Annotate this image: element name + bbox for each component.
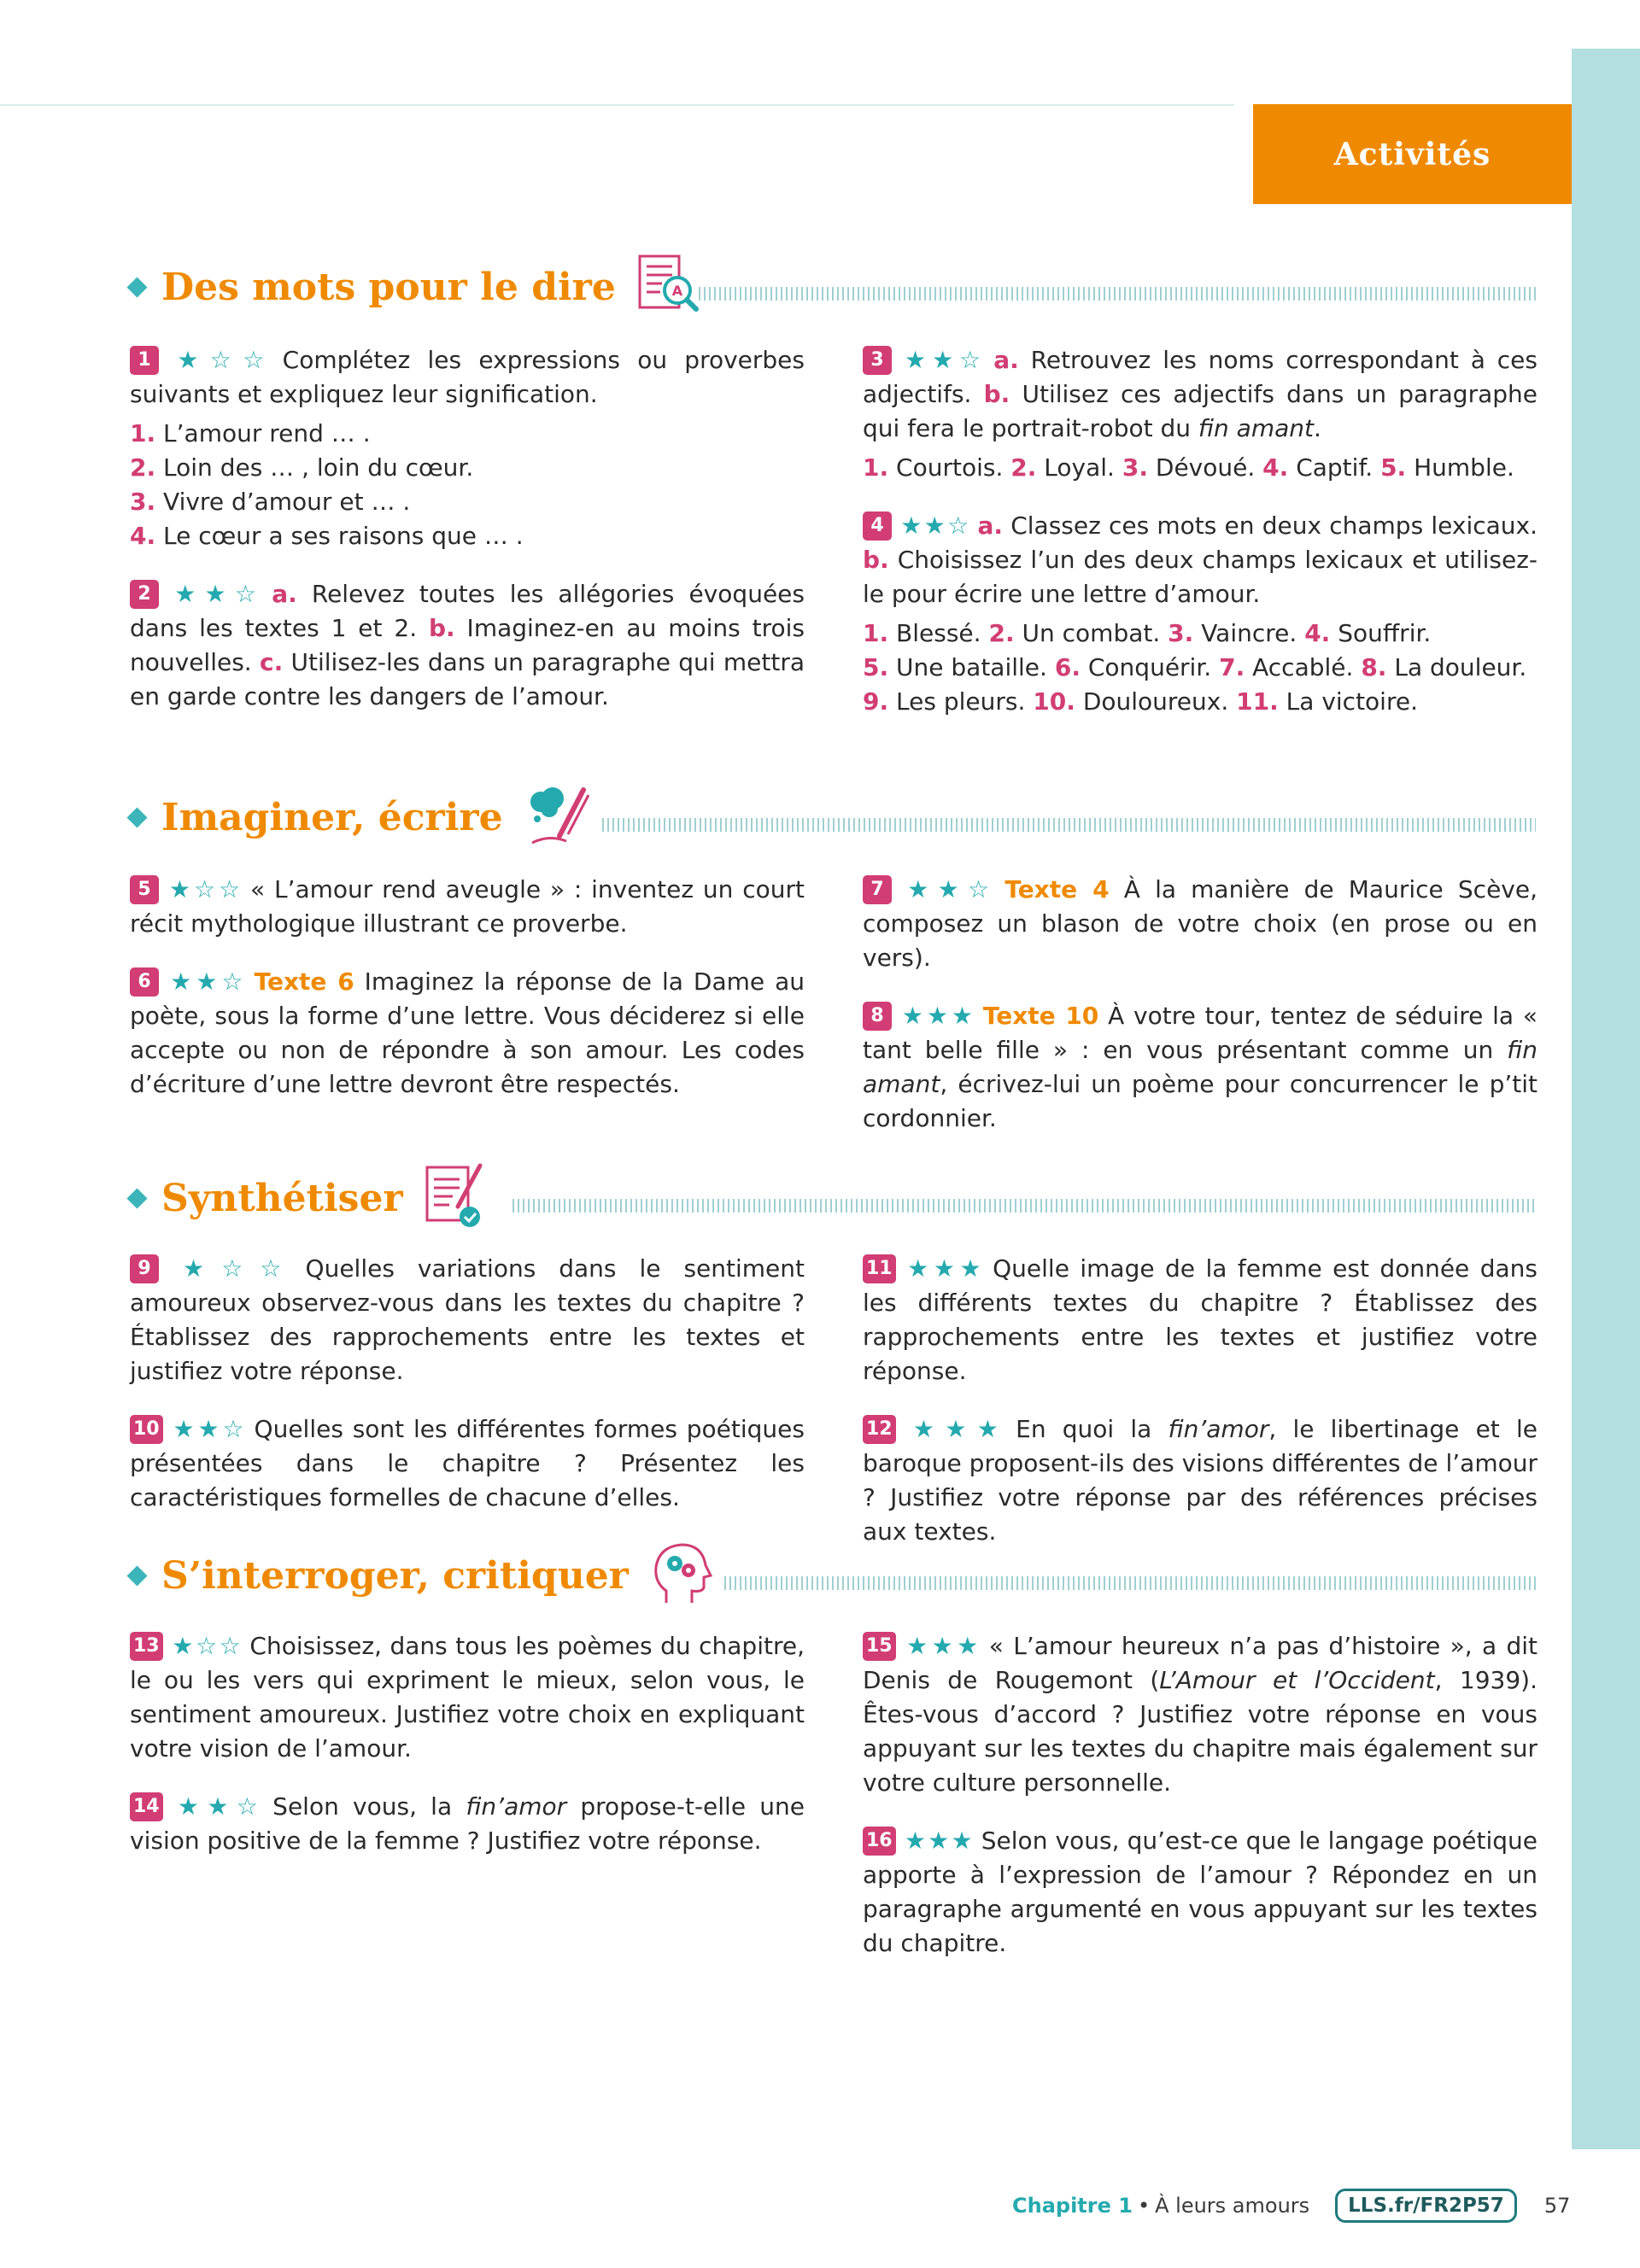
section-title: S’interroger, critiquer	[161, 1553, 629, 1598]
exercise-14	[130, 1790, 805, 1858]
instruction-text: , écrivez-lui un poème pour concurrencer le p’tit cordonnier.	[863, 1070, 1538, 1132]
list-item	[130, 519, 805, 553]
exercise-text	[863, 1252, 1538, 1388]
item-line	[863, 451, 1538, 485]
instruction-text: Quelle image de la femme est donnée dans les différents textes du chapitre ? Établissez des rapprochements entre les textes et justifiez votre réponse.	[863, 1254, 1538, 1385]
section-stripes	[512, 1199, 1536, 1213]
text-reference: Texte 6	[254, 967, 354, 996]
item-number: 2.	[130, 453, 156, 482]
item-text: Humble.	[1414, 453, 1514, 482]
item-number: 6.	[1054, 653, 1081, 681]
instruction-text: Utilisez-les dans un paragraphe qui mettra en garde contre les dangers de l’amour.	[130, 648, 805, 710]
instruction-text: Selon vous, la	[272, 1792, 466, 1821]
exercise-text	[863, 343, 1538, 446]
page-footer	[1012, 2186, 1570, 2225]
chapter-label: Chapitre 1	[1012, 2194, 1133, 2218]
column-left	[130, 1252, 805, 1515]
item-text: Vaincre.	[1201, 619, 1297, 647]
exercise-number-badge: 11	[863, 1254, 896, 1283]
item-line	[863, 617, 1538, 651]
text-reference: Texte 4	[1004, 875, 1110, 903]
lls-link[interactable]: LLS.fr/FR2P57	[1335, 2189, 1517, 2223]
instruction-text: Relevez toutes les allégories évoquées dans les textes 1 et 2.	[130, 580, 805, 642]
checklist-pen-icon	[424, 1162, 489, 1234]
item-text: Douloureux.	[1082, 687, 1229, 716]
instruction-text: , le libertinage et le baroque proposent-ils des visions différentes de l’amour ? Justifiez votre réponse par des références précises aux textes.	[863, 1415, 1538, 1546]
item-text: Une bataille.	[896, 653, 1047, 681]
item-text: Les pleurs.	[896, 687, 1026, 716]
item-number: 1.	[863, 453, 889, 482]
item-number: 3.	[1168, 619, 1194, 647]
exercise-text	[130, 1252, 805, 1388]
item-number: 9.	[863, 687, 889, 716]
exercise-8	[863, 999, 1538, 1136]
diamond-bullet-icon	[126, 1188, 147, 1208]
exercise-number-badge: 5	[130, 875, 159, 904]
exercise-4	[863, 509, 1538, 719]
instruction-text: Classez ces mots en deux champs lexicaux.	[1003, 511, 1538, 540]
instruction-text: Imaginez la réponse de la Dame au poète, sous la forme d’une lettre. Vous déciderez si elle accepte ou non de répondre à son amour. Les codes d’écriture d’une lettre devront être respectés.	[130, 967, 805, 1098]
exercise-16	[863, 1824, 1538, 1961]
difficulty-stars-icon: ★★☆	[171, 1792, 266, 1821]
instruction-text: En quoi la	[1016, 1415, 1168, 1443]
diamond-bullet-icon	[126, 1565, 147, 1586]
exercise-15	[863, 1629, 1538, 1800]
exercise-number-badge: 3	[863, 346, 892, 375]
column-left	[130, 1629, 805, 1858]
column-right	[863, 1629, 1538, 1961]
exercise-number-badge: 14	[130, 1792, 163, 1821]
exercise-3	[863, 343, 1538, 485]
item-line	[863, 651, 1538, 685]
item-number: 5.	[863, 653, 889, 681]
thought-pencil-icon	[524, 783, 595, 851]
exercise-text	[863, 509, 1538, 611]
page-number: 57	[1543, 2194, 1571, 2218]
item-text: Captif.	[1296, 453, 1374, 482]
item-number: 3.	[130, 488, 156, 516]
exercise-10	[130, 1412, 805, 1515]
item-list	[863, 617, 1538, 719]
exercise-number-badge: 12	[863, 1415, 896, 1444]
instruction-text: Quelles variations dans le sentiment amoureux observez-vous dans les textes du chapitre ? Établissez des rapprochements entre les textes et justifiez votre réponse.	[130, 1254, 805, 1385]
chapter-title: À leurs amours	[1155, 2194, 1310, 2218]
difficulty-stars-icon: ★★☆	[900, 511, 971, 540]
item-number: 5.	[1380, 453, 1407, 482]
exercise-text	[863, 1824, 1538, 1961]
difficulty-stars-icon: ★★★	[904, 1254, 987, 1283]
item-number: 4.	[1304, 619, 1331, 647]
difficulty-stars-icon: ★★★	[904, 1415, 1010, 1443]
exercise-text	[863, 873, 1538, 975]
item-number: 7.	[1219, 653, 1245, 681]
instruction-text: Retrouvez les noms correspondant à ces adjectifs.	[863, 346, 1538, 408]
exercise-number-badge: 4	[863, 511, 892, 541]
difficulty-stars-icon: ★★☆	[900, 875, 999, 903]
column-left	[130, 873, 805, 1102]
diamond-bullet-icon	[126, 277, 147, 297]
instruction-text: Selon vous, qu’est-ce que le langage poétique apporte à l’expression de l’amour ? Répondez en un paragraphe argumenté en vous appuyant sur les textes du chapitre.	[863, 1827, 1538, 1957]
exercise-number-badge: 16	[863, 1827, 896, 1856]
section-header-synthetiser	[130, 1168, 489, 1228]
difficulty-stars-icon: ★★★	[904, 1632, 982, 1660]
item-number: 10.	[1033, 687, 1075, 716]
section-header-mots	[130, 257, 701, 317]
exercise-number-badge: 9	[130, 1254, 159, 1283]
italic-term: fin amant	[863, 1036, 1538, 1098]
list-item	[130, 417, 805, 451]
item-number: 8.	[1361, 653, 1387, 681]
exercise-number-badge: 2	[130, 580, 159, 609]
instruction-text: « L’amour heureux n’a pas d’histoire », a dit Denis de Rougemont (	[863, 1632, 1538, 1694]
exercise-text	[130, 873, 805, 941]
exercise-text	[130, 1412, 805, 1515]
item-list	[863, 451, 1538, 485]
exercise-7	[863, 873, 1538, 975]
item-text: La victoire.	[1286, 687, 1418, 716]
exercise-6	[130, 965, 805, 1102]
item-text: L’amour rend … .	[163, 419, 371, 447]
section-title: Synthétiser	[161, 1176, 403, 1220]
item-list	[130, 417, 805, 553]
italic-term: fin’amor	[1168, 1415, 1269, 1443]
item-text: Conquérir.	[1087, 653, 1212, 681]
italic-term: fin’amor	[466, 1792, 567, 1821]
difficulty-stars-icon: ★★☆	[900, 346, 987, 374]
exercise-text	[130, 577, 805, 714]
item-text: Dévoué.	[1155, 453, 1256, 482]
item-text: Accablé.	[1252, 653, 1354, 681]
item-text: Vivre d’amour et … .	[163, 488, 411, 516]
item-text: Courtois.	[896, 453, 1004, 482]
italic-term: fin amant	[1198, 414, 1314, 442]
item-text: Souffrir.	[1338, 619, 1432, 647]
exercise-text	[130, 1629, 805, 1766]
column-right	[863, 343, 1538, 719]
instruction-text: À la manière de Maurice Scève, composez un blason de votre choix (en prose ou en vers).	[863, 875, 1538, 972]
instruction-text: Complétez les expressions ou proverbes suivants et expliquez leur signification.	[130, 346, 805, 408]
exercise-2	[130, 577, 805, 714]
difficulty-stars-icon: ★★☆	[167, 580, 266, 608]
text-reference: Texte 10	[982, 1002, 1099, 1030]
exercise-text	[130, 343, 805, 412]
exercise-number-badge: 13	[130, 1632, 163, 1661]
instruction-text: .	[1313, 414, 1321, 442]
item-text: Un combat.	[1022, 619, 1161, 647]
difficulty-stars-icon: ★☆☆	[167, 346, 276, 374]
difficulty-stars-icon: ★☆☆	[167, 875, 244, 903]
instruction-text: À votre tour, tentez de séduire la « tant belle fille » : en vous présentant comme un	[863, 1002, 1538, 1064]
item-number: 3.	[1122, 453, 1148, 482]
exercise-12	[863, 1412, 1538, 1549]
item-number: 2.	[988, 619, 1015, 647]
exercise-number-badge: 8	[863, 1002, 892, 1031]
list-item	[130, 485, 805, 519]
instruction-text: Quelles sont les différentes formes poétiques présentées dans le chapitre ? Présentez les caractéristiques formelles de chacune d’elles.	[130, 1415, 805, 1511]
difficulty-stars-icon: ★☆☆	[167, 1254, 299, 1283]
question-letter: b.	[983, 380, 1010, 408]
svg-text:A: A	[671, 283, 683, 299]
item-text: Blessé.	[896, 619, 981, 647]
difficulty-stars-icon: ★★☆	[167, 967, 248, 996]
column-left	[130, 343, 805, 714]
top-divider	[0, 104, 1234, 106]
head-gears-icon	[649, 1540, 714, 1611]
question-letter: b.	[428, 614, 455, 642]
document-magnifier-icon	[636, 253, 701, 321]
difficulty-stars-icon: ★★☆	[171, 1415, 248, 1443]
section-stripes	[602, 818, 1536, 832]
exercise-number-badge: 6	[130, 967, 159, 997]
exercise-text	[863, 999, 1538, 1136]
question-letter: a.	[272, 580, 297, 608]
item-text: Loyal.	[1044, 453, 1115, 482]
instruction-text: Utilisez ces adjectifs dans un paragraphe qui fera le portrait-robot du	[863, 380, 1538, 442]
item-line	[863, 685, 1538, 719]
item-number: 11.	[1236, 687, 1279, 716]
item-number: 4.	[1262, 453, 1289, 482]
list-item	[130, 451, 805, 485]
instruction-text: , 1939). Êtes-vous d’accord ? Justifiez votre réponse en vous appuyant sur les textes du chapitre mais également sur votre culture personnelle.	[863, 1666, 1538, 1797]
exercise-5	[130, 873, 805, 941]
item-text: Le cœur a ses raisons que … .	[163, 522, 524, 550]
question-letter: c.	[260, 648, 284, 676]
question-letter: a.	[977, 511, 1004, 540]
item-text: La douleur.	[1394, 653, 1527, 681]
section-title: Des mots pour le dire	[161, 265, 616, 309]
item-number: 1.	[130, 419, 156, 447]
difficulty-stars-icon: ★★★	[900, 1002, 976, 1030]
instruction-text: propose-t-elle une vision positive de la femme ? Justifiez votre réponse.	[130, 1792, 805, 1855]
difficulty-stars-icon: ★☆☆	[171, 1632, 243, 1660]
item-number: 1.	[863, 619, 889, 647]
difficulty-stars-icon: ★★★	[904, 1827, 975, 1855]
diamond-bullet-icon	[126, 807, 147, 827]
section-header-interroger	[130, 1546, 714, 1605]
section-header-imaginer	[130, 787, 595, 847]
item-text: Loin des … , loin du cœur.	[163, 453, 474, 482]
instruction-text: Choisissez, dans tous les poèmes du chapitre, le ou les vers qui expriment le mieux, selon vous, le sentiment amoureux. Justifiez votre choix en expliquant votre vision de l’amour.	[130, 1632, 805, 1762]
exercise-text	[130, 965, 805, 1102]
exercise-number-badge: 1	[130, 346, 159, 375]
exercise-number-badge: 7	[863, 875, 892, 904]
exercise-text	[863, 1629, 1538, 1800]
section-stripes	[699, 287, 1536, 301]
question-letter: b.	[863, 546, 889, 574]
item-number: 2.	[1010, 453, 1037, 482]
question-letter: a.	[993, 346, 1019, 374]
column-right	[863, 1252, 1538, 1549]
exercise-11	[863, 1252, 1538, 1388]
chapter-separator: •	[1137, 2194, 1151, 2218]
side-band	[1572, 49, 1640, 2149]
exercise-number-badge: 10	[130, 1415, 163, 1444]
section-title: Imaginer, écrire	[161, 795, 503, 839]
exercise-text	[130, 1790, 805, 1858]
activites-tab: Activités	[1253, 104, 1572, 204]
column-right	[863, 873, 1538, 1136]
instruction-text: Choisissez l’un des deux champs lexicaux et utilisez-le pour écrire une lettre d’amour.	[863, 546, 1538, 608]
exercise-9	[130, 1252, 805, 1388]
exercise-number-badge: 15	[863, 1632, 896, 1661]
item-number: 4.	[130, 522, 156, 550]
instruction-text: Imaginez-en au moins trois nouvelles.	[130, 614, 805, 676]
exercise-text	[863, 1412, 1538, 1549]
italic-term: L’Amour et l’Occident	[1159, 1666, 1435, 1694]
exercise-13	[130, 1629, 805, 1766]
exercise-1	[130, 343, 805, 553]
section-stripes	[724, 1576, 1536, 1590]
instruction-text: « L’amour rend aveugle » : inventez un court récit mythologique illustrant ce proverbe.	[130, 875, 805, 938]
